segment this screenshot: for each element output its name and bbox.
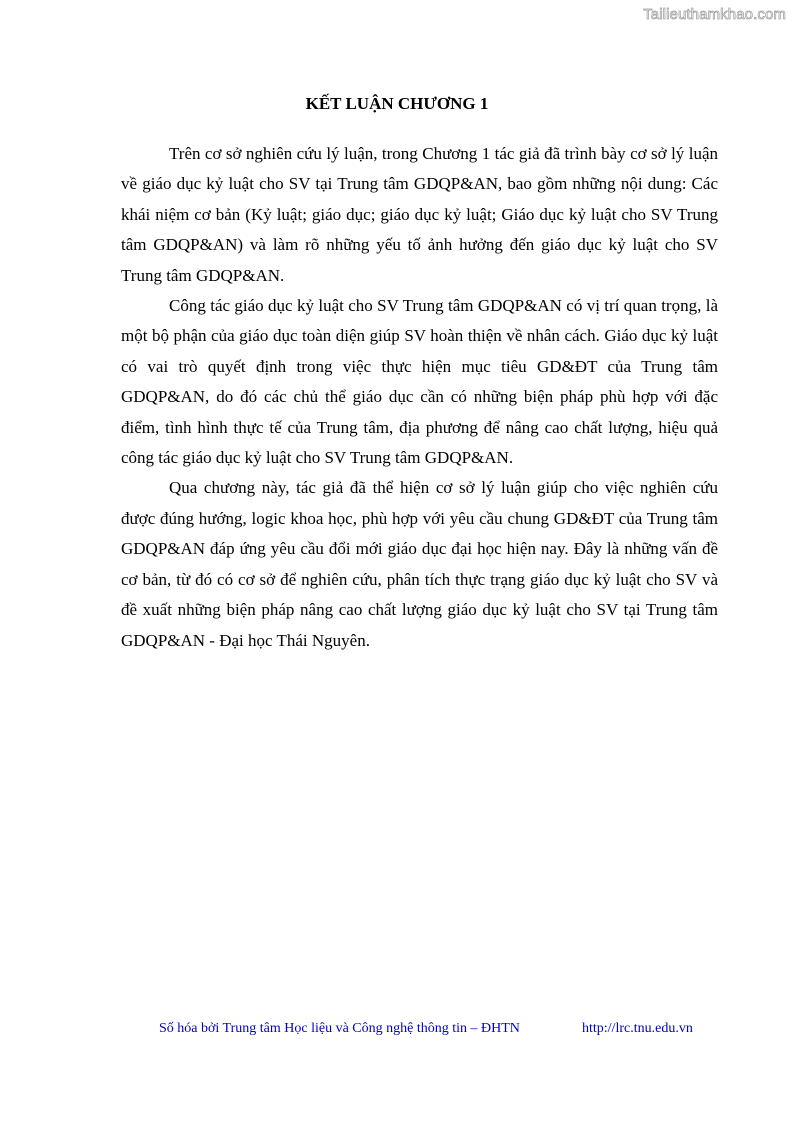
site-watermark: Tailieuthamkhao.com xyxy=(643,6,786,23)
paragraph-3: Qua chương này, tác giả đã thể hiện cơ sở lý luận giúp cho việc nghiên cứu được đúng hướng, logic khoa học, phù hợp với yêu cầu chung GD&ĐT của Trung tâm GDQP&AN đáp ứng yêu cầu đổi mới giáo dục đại học hiện nay. Đây là những vấn đề cơ bản, từ đó có cơ sở để nghiên cứu, phân tích thực trạng giáo dục kỷ luật cho SV và đề xuất những biện pháp nâng cao chất lượng giáo dục kỷ luật cho SV tại Trung tâm GDQP&AN - Đại học Thái Nguyên. xyxy=(121,478,718,650)
footer-link[interactable]: http://lrc.tnu.edu.vn xyxy=(582,1021,693,1036)
paragraph-1: Trên cơ sở nghiên cứu lý luận, trong Chương 1 tác giả đã trình bày cơ sở lý luận về giáo dục kỷ luật cho SV tại Trung tâm GDQP&AN, bao gồm những nội dung: Các khái niệm cơ bản (Kỷ luật; giáo dục; giáo dục kỷ luật; Giáo dục kỷ luật cho SV Trung tâm GDQP&AN) và làm rõ những yếu tố ảnh hưởng đến giáo dục kỷ luật cho SV Trung tâm GDQP&AN. xyxy=(121,144,718,285)
page-title: KẾT LUẬN CHƯƠNG 1 xyxy=(305,94,489,113)
footer-credit: Số hóa bởi Trung tâm Học liệu và Công nghệ thông tin – ĐHTN xyxy=(159,1021,520,1036)
document-body xyxy=(121,139,718,656)
paragraph-2: Công tác giáo dục kỷ luật cho SV Trung tâm GDQP&AN có vị trí quan trọng, là một bộ phận của giáo dục toàn diện giúp SV hoàn thiện về nhân cách. Giáo dục kỷ luật có vai trò quyết định trong việc thực hiện mục tiêu GD&ĐT của Trung tâm GDQP&AN, do đó các chủ thể giáo dục cần có những biện pháp phù hợp với đặc điểm, tình hình thực tế của Trung tâm, địa phương để nâng cao chất lượng, hiệu quả công tác giáo dục kỷ luật cho SV Trung tâm GDQP&AN. xyxy=(121,296,718,468)
